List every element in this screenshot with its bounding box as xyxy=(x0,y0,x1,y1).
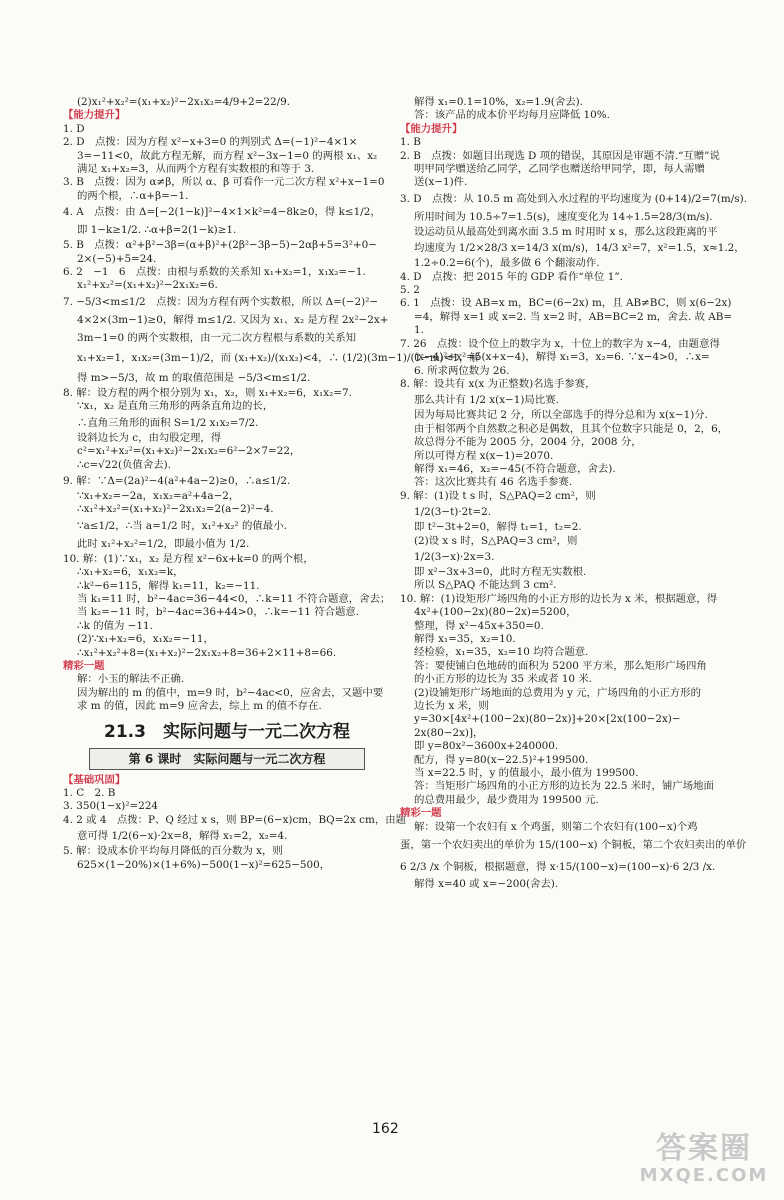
text-line: 2. B 点拨：如题目出现选 D 项的错误，其原因是审题不清.“互赠”说 xyxy=(400,149,720,162)
text-line: 6 2/3 /x 个铜板，根据题意，得 x·15/(100−x)=(100−x)·6 2/3 /x. xyxy=(400,861,716,874)
text-line: 蛋，第一个农妇卖出的单价为 15/(100−x) 个铜板，第二个农妇卖出的单价 xyxy=(400,839,747,852)
text-line: 边长为 x 米，则 xyxy=(414,700,489,713)
text-line: 8. 解：设方程的两个根分别为 x₁，x₂，则 x₁+x₂=6，x₁x₂=7. xyxy=(63,386,352,399)
watermark-url: MXQE.COM xyxy=(639,1165,769,1186)
text-line: 1. D xyxy=(63,122,85,135)
watermark-title: 答案圈 xyxy=(656,1131,752,1166)
text-line: 的小正方形的边长为 35 米或者 10 米. xyxy=(414,673,593,686)
chapter-heading: 21.3 实际问题与一元二次方程 xyxy=(104,721,350,742)
text-line: 即 t²−3t+2=0，解得 t₁=1，t₂=2. xyxy=(414,521,582,534)
text-line: 解得 x₁=0.1=10%，x₂=1.9(舍去). xyxy=(414,96,583,108)
text-line: 设斜边长为 c，由勾股定理，得 xyxy=(77,431,222,444)
text-line: ∴x₁²+x₂²+8=(x₁+x₂)²−2x₁x₂+8=36+2×11+8=66. xyxy=(77,646,337,659)
section-tag: 【能力提升】 xyxy=(400,122,463,135)
text-line: 即 x²−3x+3=0，此时方程无实数根. xyxy=(414,565,587,578)
text-line: 6. 所求两位数为 26. xyxy=(414,364,510,377)
text-line: 明甲同学赠送给乙同学，乙同学也赠送给甲同学，即，每人需赠 xyxy=(414,163,705,176)
text-line: 意可得 1/2(6−x)·2x=8，解得 x₁=2，x₂=4. xyxy=(77,830,288,843)
text-line: 当 k₂=−11 时，b²−4ac=36+44>0，∴k=−11 符合题意. xyxy=(77,606,360,619)
text-line: 2×(−5)+5=24. xyxy=(77,252,157,265)
text-line: 1. C 2. B xyxy=(63,787,116,799)
text-line: 7. −5/3<m≤1/2 点拨：因为方程有两个实数根，所以 Δ=(−2)²− xyxy=(63,295,379,308)
text-line: 答：要使铺白色地砖的面积为 5200 平方米，那么矩形广场四角 xyxy=(414,659,707,672)
text-line: 4. D 点拨：把 2015 年的 GDP 看作“单位 1”. xyxy=(400,270,623,283)
text-line: (2)设 x s 时，S△PAQ=3 cm²，则 xyxy=(414,534,578,547)
text-line: 1/2(3−t)·2t=2. xyxy=(414,506,492,519)
text-line: 6. 1 点拨：设 AB=x m，BC=(6−2x) m，且 AB≠BC，则 x(6−2x) xyxy=(400,297,732,310)
text-line: 解：小玉的解法不正确. xyxy=(77,673,185,686)
page-number: 162 xyxy=(372,1121,399,1137)
text-line: 均速度为 1/2×28/3 x=14/3 x(m/s)，14/3 x²=7，x²=1.5，x≈1.2， xyxy=(414,242,745,255)
text-line: 的总费用最少，最少费用为 199500 元. xyxy=(414,793,599,806)
text-line: 3. B 点拨：因为 α≠β，所以 α、β 可看作一元二次方程 x²+x−1=0 xyxy=(63,176,385,189)
text-line: ∵a≤1/2，∴当 a=1/2 时，x₁²+x₂² 的值最小. xyxy=(77,519,287,532)
text-line: 经检验，x₁=35，x₂=10 均符合题意. xyxy=(414,646,589,659)
text-line: 3=−11<0，故此方程无解，而方程 x²−3x−1=0 的两根 x₁、x₂ xyxy=(77,149,378,162)
text-line: 求 m 的值，因此 m=9 应舍去，综上 m 的值不存在. xyxy=(77,700,322,713)
text-line: (2)x₁²+x₂²=(x₁+x₂)²−2x₁x₂=4/9+2=22/9. xyxy=(77,96,290,108)
text-line: 所以 S△PAQ 不能达到 3 cm². xyxy=(414,579,557,592)
text-line: ∴k 的值为 −11. xyxy=(77,619,153,632)
text-line: 得 m>−5/3，故 m 的取值范围是 −5/3<m≤1/2. xyxy=(77,371,311,384)
text-line: 4. A 点拨：由 Δ=[−2(1−k)]²−4×1×k²=4−8k≥0，得 k≤1/2， xyxy=(63,206,381,219)
text-line: (x−4)²+x²=5(x+x−4)，解得 x₁=3，x₂=6. ∵x−4>0，∴x= xyxy=(414,351,710,364)
text-line: 因为每局比赛共记 2 分，所以全部选手的得分总和为 x(x−1)分. xyxy=(414,409,708,422)
text-line: 由于相邻两个自然数之积必是偶数，且其个位数字只能是 0，2，6， xyxy=(414,422,729,435)
text-line: 3m−1=0 的两个实数根，由一元二次方程根与系数的关系知 xyxy=(77,331,356,344)
text-line: 此时 x₁²+x₂²=1/2，即最小值为 1/2. xyxy=(77,537,250,550)
text-line: 1. B xyxy=(400,136,421,149)
text-line: 1.2÷0.2=6(个)，最多做 6 个翻滚动作. xyxy=(414,257,600,270)
section-tag: 精彩一题 xyxy=(63,659,105,672)
text-line: 2. D 点拨：因为方程 x²−x+3=0 的判别式 Δ=(−1)²−4×1× xyxy=(63,136,358,149)
text-line: ∵x₁，x₂ 是直角三角形的两条直角边的长， xyxy=(77,400,274,413)
text-line: 答：这次比赛共有 46 名选手参赛. xyxy=(414,476,573,489)
text-line: 的两个根，∴α+β=−1. xyxy=(77,189,189,202)
text-line: 8. 解：设共有 x(x 为正整数)名选手参赛， xyxy=(400,377,596,390)
watermark-logo xyxy=(634,1132,774,1188)
text-line: x₁²+x₂²=(x₁+x₂)²−2x₁x₂=6. xyxy=(77,279,218,292)
text-line: (2)∵x₁+x₂=6，x₁x₂=−11， xyxy=(77,633,214,646)
section-tag: 【能力提升】 xyxy=(63,109,126,122)
text-line: 1/2(3−x)·2x=3. xyxy=(414,550,495,563)
text-line: 即 1−k≥1/2. ∴α+β=2(1−k)≥1. xyxy=(77,224,237,237)
text-line: ∴c=√22(负值舍去). xyxy=(77,458,171,471)
right-column xyxy=(400,96,747,892)
text-line: y=30×[4x²+(100−2x)(80−2x)]+20×[2x(100−2x)− xyxy=(414,713,681,726)
text-line: ∵x₁+x₂=−2a，x₁x₂=a²+4a−2， xyxy=(77,489,240,502)
text-line: 设运动员从最高处到离水面 3.5 m 时用时 x s，那么这段距离的平 xyxy=(414,225,718,238)
text-line: 所以可得方程 x(x−1)=2070. xyxy=(414,449,554,462)
text-line: 4. 2 或 4 点拨：P、Q 经过 x s，则 BP=(6−x)cm，BQ=2x cm，由题 xyxy=(63,813,407,826)
text-line: 即 y=80x²−3600x+240000. xyxy=(414,740,559,753)
text-line: 满足 x₁+x₂=3，从而两个方程有实数根的和等于 3. xyxy=(77,163,315,176)
text-line: c²=x₁²+x₂²=(x₁+x₂)²−2x₁x₂=6²−2×7=22， xyxy=(77,445,301,458)
text-line: 5. 解：设成本价平均每月降低的百分数为 x，则 xyxy=(63,845,283,858)
text-line: 6. 2 −1 6 点拨：由根与系数的关系知 x₁+x₂=1，x₁x₂=−1. xyxy=(63,266,366,279)
text-line: (2)设铺矩形广场地面的总费用为 y 元，广场四角的小正方形的 xyxy=(414,686,701,699)
text-line: 9. 解：(1)设 t s 时，S△PAQ=2 cm²，则 xyxy=(400,489,596,502)
text-line: 故总得分不能为 2005 分，2004 分，2008 分， xyxy=(414,436,642,449)
text-line: 当 x=22.5 时，y 的值最小，最小值为 199500. xyxy=(414,767,639,780)
text-line: 解得 x₁=46，x₂=−45(不符合题意，舍去). xyxy=(414,462,616,475)
text-line: ∴x₁²+x₂²=(x₁+x₂)²−2x₁x₂=2(a−2)²−4. xyxy=(77,503,274,516)
text-line: 送(x−1)件. xyxy=(414,176,468,189)
text-line: 5. B 点拨：α²+β²−3β=(α+β)²+(2β²−3β−5)−2αβ+5=3²+0− xyxy=(63,239,377,252)
text-line: 9. 解：∵Δ=(2a)²−4(a²+4a−2)≥0，∴a≤1/2. xyxy=(63,474,291,487)
text-line: 625×(1−20%)×(1+6%)−500(1−x)²=625−500， xyxy=(77,858,331,871)
text-line: 3. D 点拨：从 10.5 m 高处到入水过程的平均速度为 (0+14)/2=7(m/s). xyxy=(400,192,747,205)
text-line: 4x²+(100−2x)(80−2x)=5200， xyxy=(414,606,577,619)
text-line: 5. 2 xyxy=(400,284,420,297)
section-tag: 【基础巩固】 xyxy=(63,773,126,786)
text-line: x₁+x₂=1，x₁x₂=(3m−1)/2，而 (x₁+x₂)/(x₁x₂)<4，∴ (1/2)(3m−1)/(1−m)<1，解 xyxy=(77,351,480,364)
text-line: 所用时间为 10.5÷7=1.5(s)，速度变化为 14÷1.5=28/3(m/s). xyxy=(414,210,713,223)
text-line: 整理，得 x²−45x+350=0. xyxy=(414,619,544,632)
text-line: 答：当矩形广场四角的小正方形的边长为 22.5 米时，铺广场地面 xyxy=(414,780,714,793)
text-line: 解得 x₁=35，x₂=10. xyxy=(414,633,516,645)
text-line: 配方，得 y=80(x−22.5)²+199500. xyxy=(414,753,589,766)
text-line: 解：设第一个农妇有 x 个鸡蛋，则第二个农妇有(100−x)个鸡 xyxy=(414,820,698,833)
text-line: 解得 x=40 或 x=−200(舍去). xyxy=(414,878,559,891)
text-line: 那么共计有 1/2 x(x−1)局比赛. xyxy=(414,394,559,407)
lesson-heading: 第 6 课时 实际问题与一元二次方程 xyxy=(89,748,365,770)
text-line: 10. 解：(1)∵x₁，x₂ 是方程 x²−6x+k=0 的两个根， xyxy=(63,552,314,565)
text-line: 因为解出的 m 的值中，m=9 时，b²−4ac<0，应舍去，又题中要 xyxy=(77,686,384,699)
text-line: =4，解得 x=1 或 x=2. 当 x=2 时，AB=BC=2 m，舍去. 故 AB= xyxy=(414,310,733,323)
text-line: 当 k₁=11 时，b²−4ac=36−44<0，∴k=11 不符合题意，舍去； xyxy=(77,592,391,605)
text-line: 3. 350(1−x)²=224 xyxy=(63,800,159,813)
text-line: ∴x₁+x₂=6，x₁x₂=k， xyxy=(77,566,184,579)
text-line: ∴k²−6=115，解得 k₁=11，k₂=−11. xyxy=(77,579,260,592)
text-line: 答：该产品的成本价平均每月应降低 10%. xyxy=(414,109,610,122)
section-tag: 精彩一题 xyxy=(400,807,442,820)
text-line: 2x(80−2x)]， xyxy=(414,726,484,739)
text-line: 4×2×(3m−1)≥0，解得 m≤1/2. 又因为 x₁、x₂ 是方程 2x²−2x+ xyxy=(77,313,389,326)
text-line: 7. 26 点拨：设个位上的数字为 x，十位上的数字为 x−4，由题意得 xyxy=(400,337,720,350)
text-line: 10. 解：(1)设矩形广场四角的小正方形的边长为 x 米，根据题意，得 xyxy=(400,592,718,605)
text-line: ∴直角三角形的面积 S=1/2 x₁x₂=7/2. xyxy=(77,416,259,429)
text-line: 1. xyxy=(414,324,424,337)
